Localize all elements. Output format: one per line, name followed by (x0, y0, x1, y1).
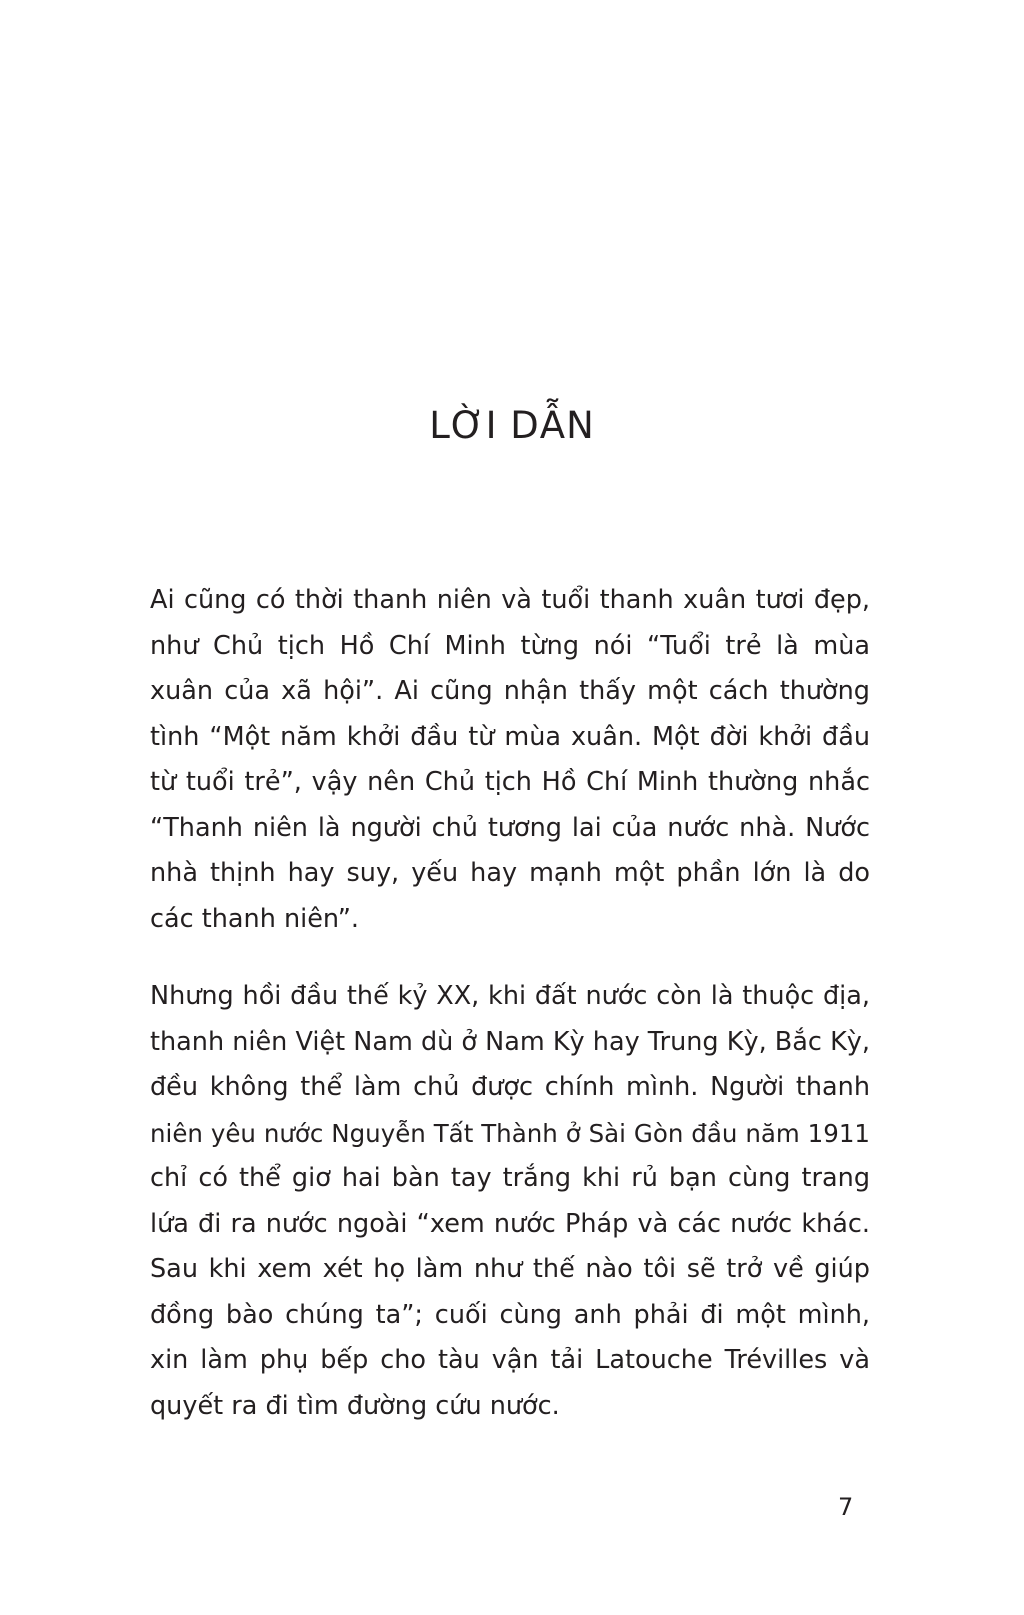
text-line: nhà thịnh hay suy, yếu hay mạnh một phần lớn là do (150, 858, 870, 888)
text-line: niên yêu nước Nguyễn Tất Thành ở Sài Gòn đầu năm 1911 (150, 1118, 870, 1148)
text-line: xuân của xã hội”. Ai cũng nhận thấy một cách thường (150, 676, 870, 706)
text-line: quyết ra đi tìm đường cứu nước. (150, 1390, 560, 1421)
text-line: lứa đi ra nước ngoài “xem nước Pháp và các nước khác. (150, 1208, 870, 1239)
text-line: đều không thể làm chủ được chính mình. Người thanh (150, 1072, 870, 1102)
text-line: “Thanh niên là người chủ tương lai của nước nhà. Nước (150, 812, 870, 843)
text-line: thanh niên Việt Nam dù ở Nam Kỳ hay Trung Kỳ, Bắc Kỳ, (150, 1026, 870, 1057)
text-line: Ai cũng có thời thanh niên và tuổi thanh xuân tươi đẹp, (150, 585, 870, 615)
text-line: như Chủ tịch Hồ Chí Minh từng nói “Tuổi trẻ là mùa (150, 630, 870, 661)
text-line: Sau khi xem xét họ làm như thế nào tôi sẽ trở về giúp (150, 1254, 870, 1284)
paragraph (150, 974, 870, 1429)
page-title: LỜI DẪN (429, 404, 595, 447)
text-line: tình “Một năm khởi đầu từ mùa xuân. Một đời khởi đầu (150, 721, 870, 752)
text-line: đồng bào chúng ta”; cuối cùng anh phải đi một mình, (150, 1299, 870, 1330)
text-line: Nhưng hồi đầu thế kỷ XX, khi đất nước còn là thuộc địa, (150, 981, 870, 1011)
text-line: từ tuổi trẻ”, vậy nên Chủ tịch Hồ Chí Minh thường nhắc (150, 767, 870, 797)
paragraph (150, 578, 870, 942)
paragraph-spacer (150, 942, 870, 974)
text-line: chỉ có thể giơ hai bàn tay trắng khi rủ bạn cùng trang (150, 1163, 870, 1193)
body-text (150, 578, 870, 1429)
text-line: xin làm phụ bếp cho tàu vận tải Latouche Trévilles và (150, 1345, 870, 1375)
page-number: 7 (838, 1493, 854, 1521)
text-line: các thanh niên”. (150, 903, 360, 934)
